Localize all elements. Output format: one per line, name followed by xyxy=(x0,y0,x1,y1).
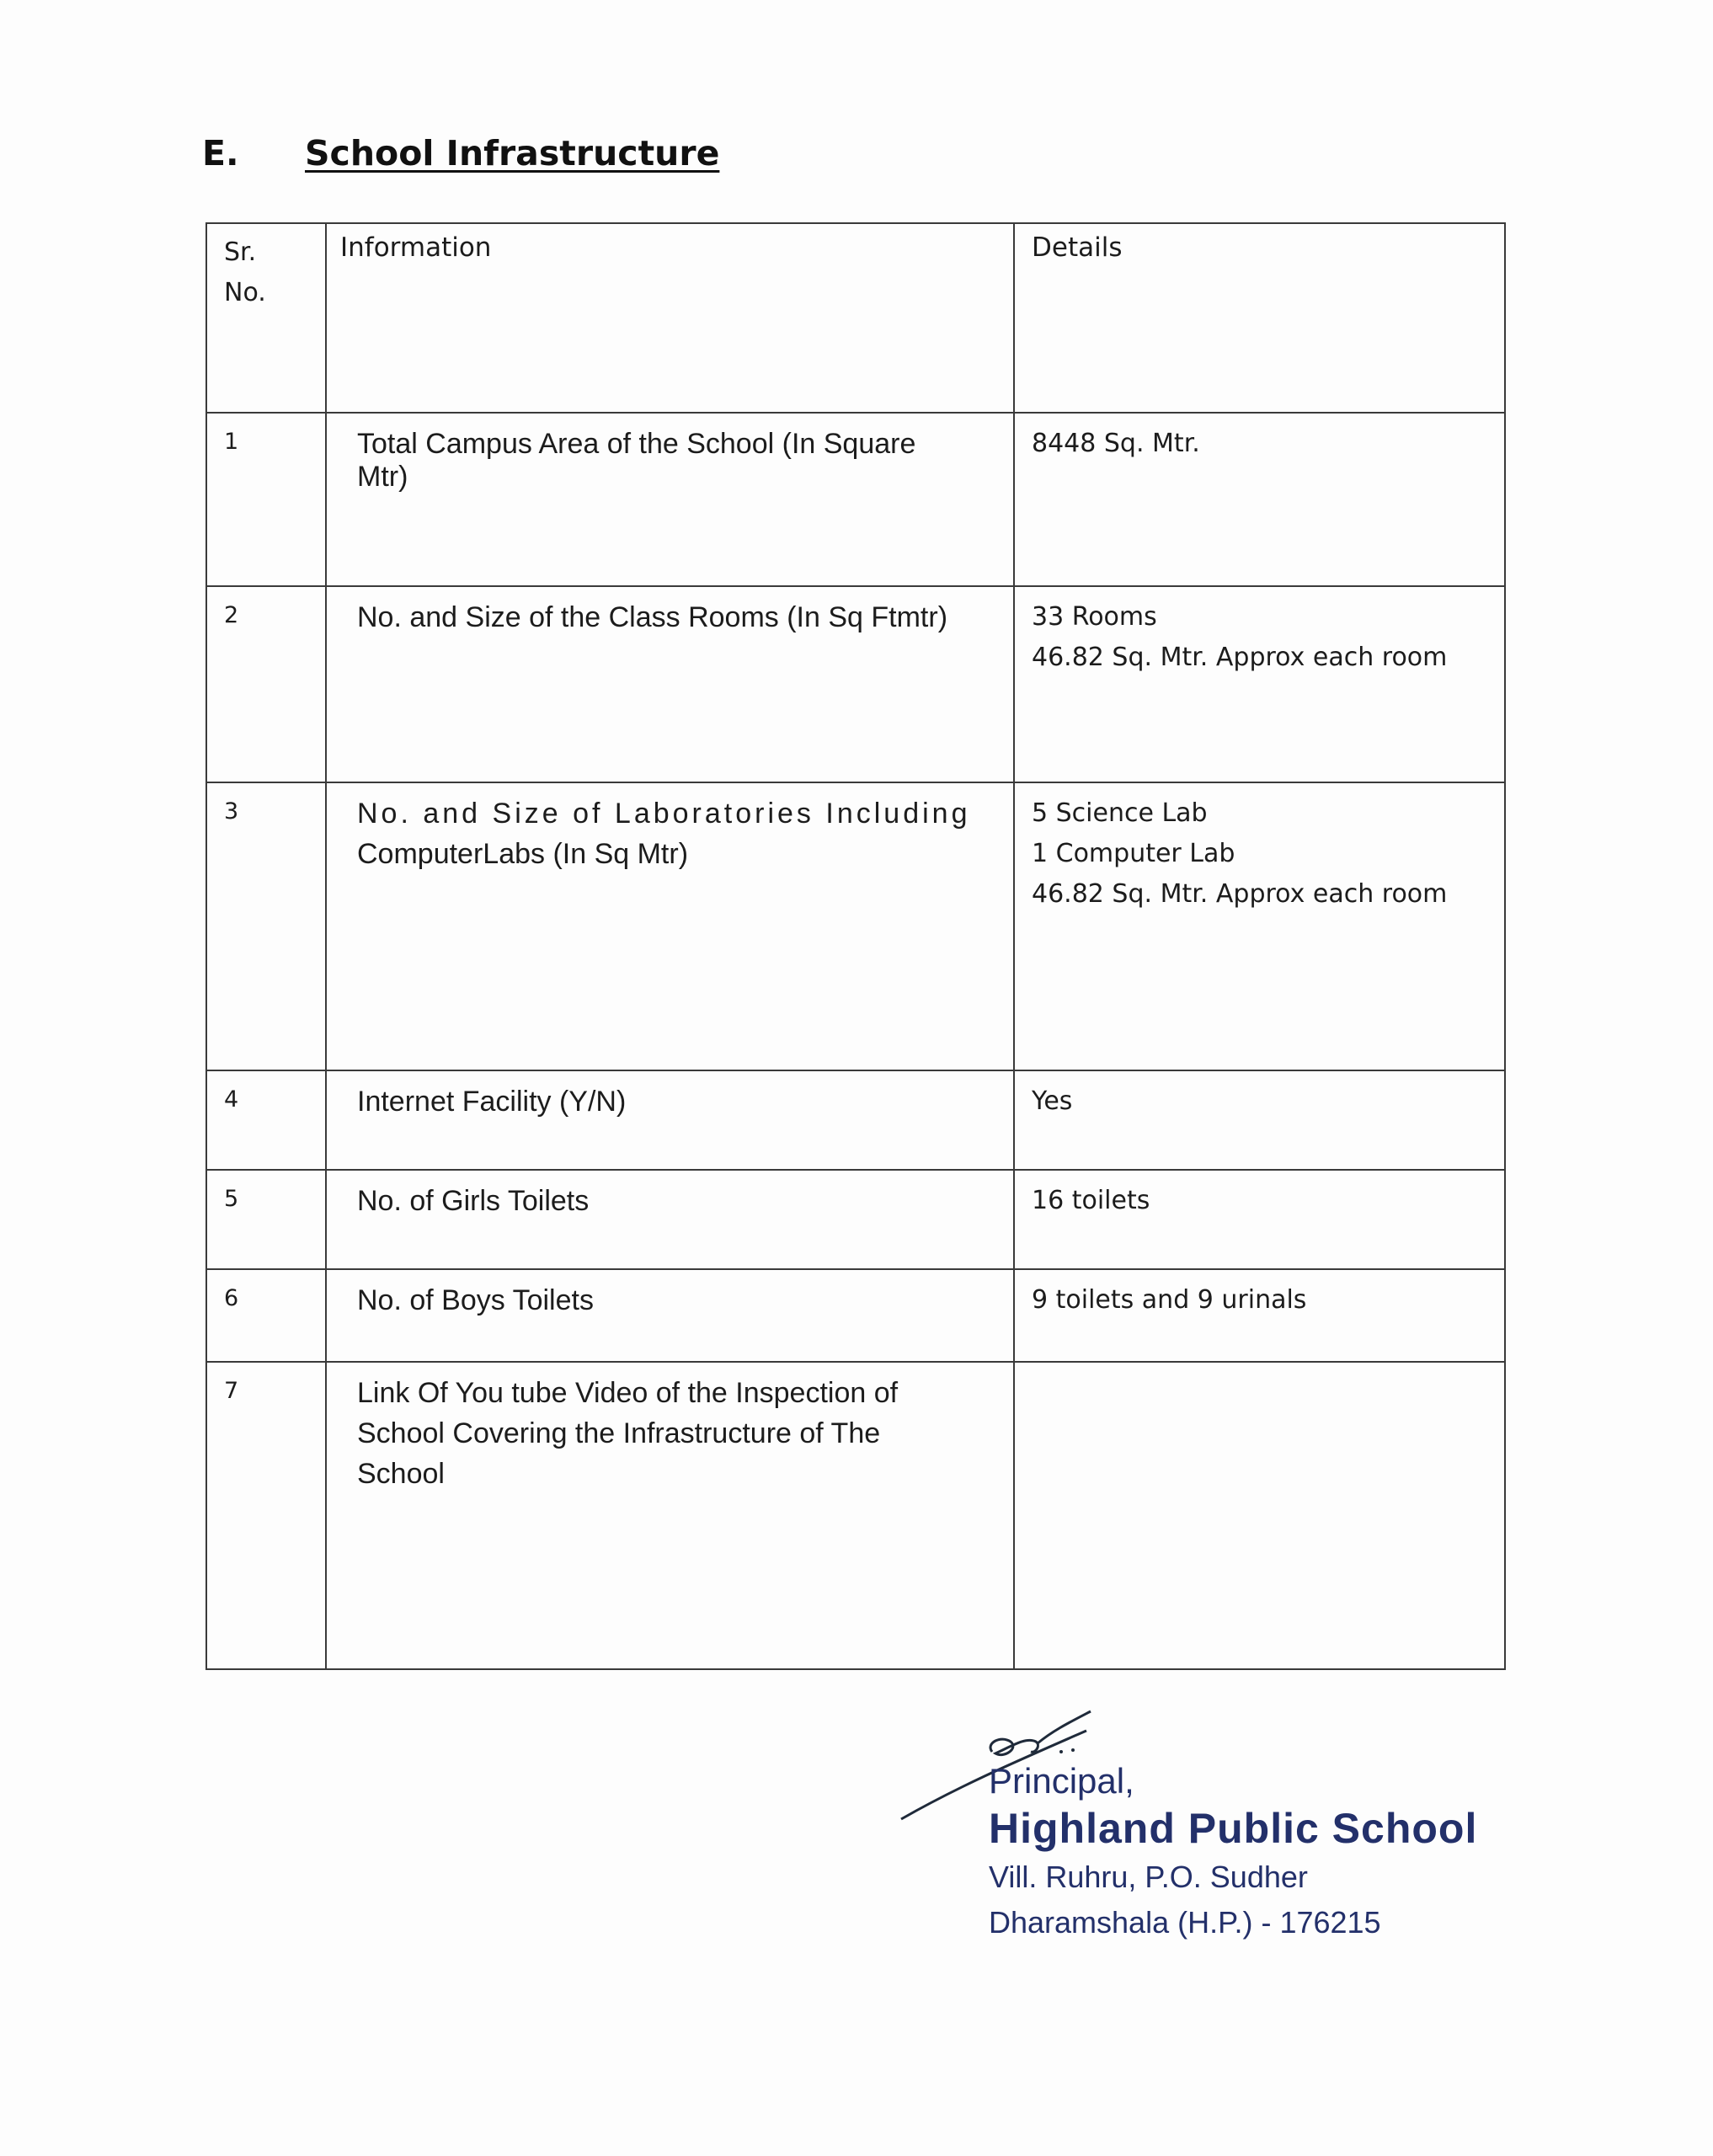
header-sr-line1: Sr. xyxy=(224,237,257,267)
table-row xyxy=(206,413,1505,586)
details-line: 8448 Sq. Mtr. xyxy=(1032,429,1200,458)
row-information xyxy=(326,1170,1014,1269)
info-line: No. and Size of Laboratories Including xyxy=(357,798,971,830)
details-line: 16 toilets xyxy=(1032,1186,1150,1215)
row-sr-no: 1 xyxy=(206,413,326,586)
info-line: Mtr) xyxy=(357,461,408,493)
row-details xyxy=(1014,782,1505,1070)
details-line: 9 toilets and 9 urinals xyxy=(1032,1285,1307,1315)
row-sr-no: 3 xyxy=(206,782,326,1070)
row-sr-no: 4 xyxy=(206,1070,326,1170)
row-details-empty xyxy=(1014,1362,1505,1669)
table-header-row xyxy=(206,223,1505,413)
row-sr-no: 5 xyxy=(206,1170,326,1269)
table-row xyxy=(206,1170,1505,1269)
details-line: 46.82 Sq. Mtr. Approx each room xyxy=(1032,643,1448,672)
info-line: School xyxy=(357,1458,445,1490)
stamp-address-line2: Dharamshala (H.P.) - 176215 xyxy=(989,1905,1381,1940)
table-row xyxy=(206,782,1505,1070)
section-title: School Infrastructure xyxy=(305,133,720,173)
table-row xyxy=(206,586,1505,782)
details-line: 46.82 Sq. Mtr. Approx each room xyxy=(1032,879,1448,909)
row-information xyxy=(326,413,1014,586)
table-row xyxy=(206,1269,1505,1362)
table-row xyxy=(206,1362,1505,1669)
row-details xyxy=(1014,1170,1505,1269)
row-details xyxy=(1014,1269,1505,1362)
stamp-school-name: Highland Public School xyxy=(989,1805,1478,1852)
info-line: No. of Boys Toilets xyxy=(357,1284,594,1316)
stamp-address-line1: Vill. Ruhru, P.O. Sudher xyxy=(989,1860,1308,1894)
header-information: Information xyxy=(326,223,1014,413)
row-details xyxy=(1014,586,1505,782)
info-line: No. and Size of the Class Rooms (In Sq Ftmtr) xyxy=(357,601,948,633)
section-letter: E. xyxy=(202,133,239,173)
info-line: Link Of You tube Video of the Inspection of xyxy=(357,1377,899,1409)
header-details: Details xyxy=(1014,223,1505,413)
stamp-role: Principal, xyxy=(989,1761,1134,1801)
info-line: ComputerLabs (In Sq Mtr) xyxy=(357,838,689,870)
infrastructure-table xyxy=(205,222,1506,1670)
school-stamp xyxy=(989,1760,1477,1945)
details-line: 33 Rooms xyxy=(1032,602,1157,632)
row-details xyxy=(1014,413,1505,586)
details-line: Yes xyxy=(1032,1086,1073,1116)
row-details xyxy=(1014,1070,1505,1170)
details-line: 1 Computer Lab xyxy=(1032,839,1235,868)
row-sr-no: 2 xyxy=(206,586,326,782)
info-line: School Covering the Infrastructure of The xyxy=(357,1417,881,1449)
details-line: 5 Science Lab xyxy=(1032,798,1208,828)
row-information xyxy=(326,586,1014,782)
info-line: No. of Girls Toilets xyxy=(357,1185,590,1217)
table-row xyxy=(206,1070,1505,1170)
row-sr-no: 7 xyxy=(206,1362,326,1669)
row-information xyxy=(326,1269,1014,1362)
info-line: Internet Facility (Y/N) xyxy=(357,1086,627,1118)
info-line: Total Campus Area of the School (In Square xyxy=(357,428,916,460)
row-information xyxy=(326,1070,1014,1170)
header-sr-line2: No. xyxy=(224,278,266,307)
section-heading xyxy=(202,133,719,173)
header-sr-no xyxy=(206,223,326,413)
row-sr-no: 6 xyxy=(206,1269,326,1362)
row-information xyxy=(326,782,1014,1070)
row-information xyxy=(326,1362,1014,1669)
